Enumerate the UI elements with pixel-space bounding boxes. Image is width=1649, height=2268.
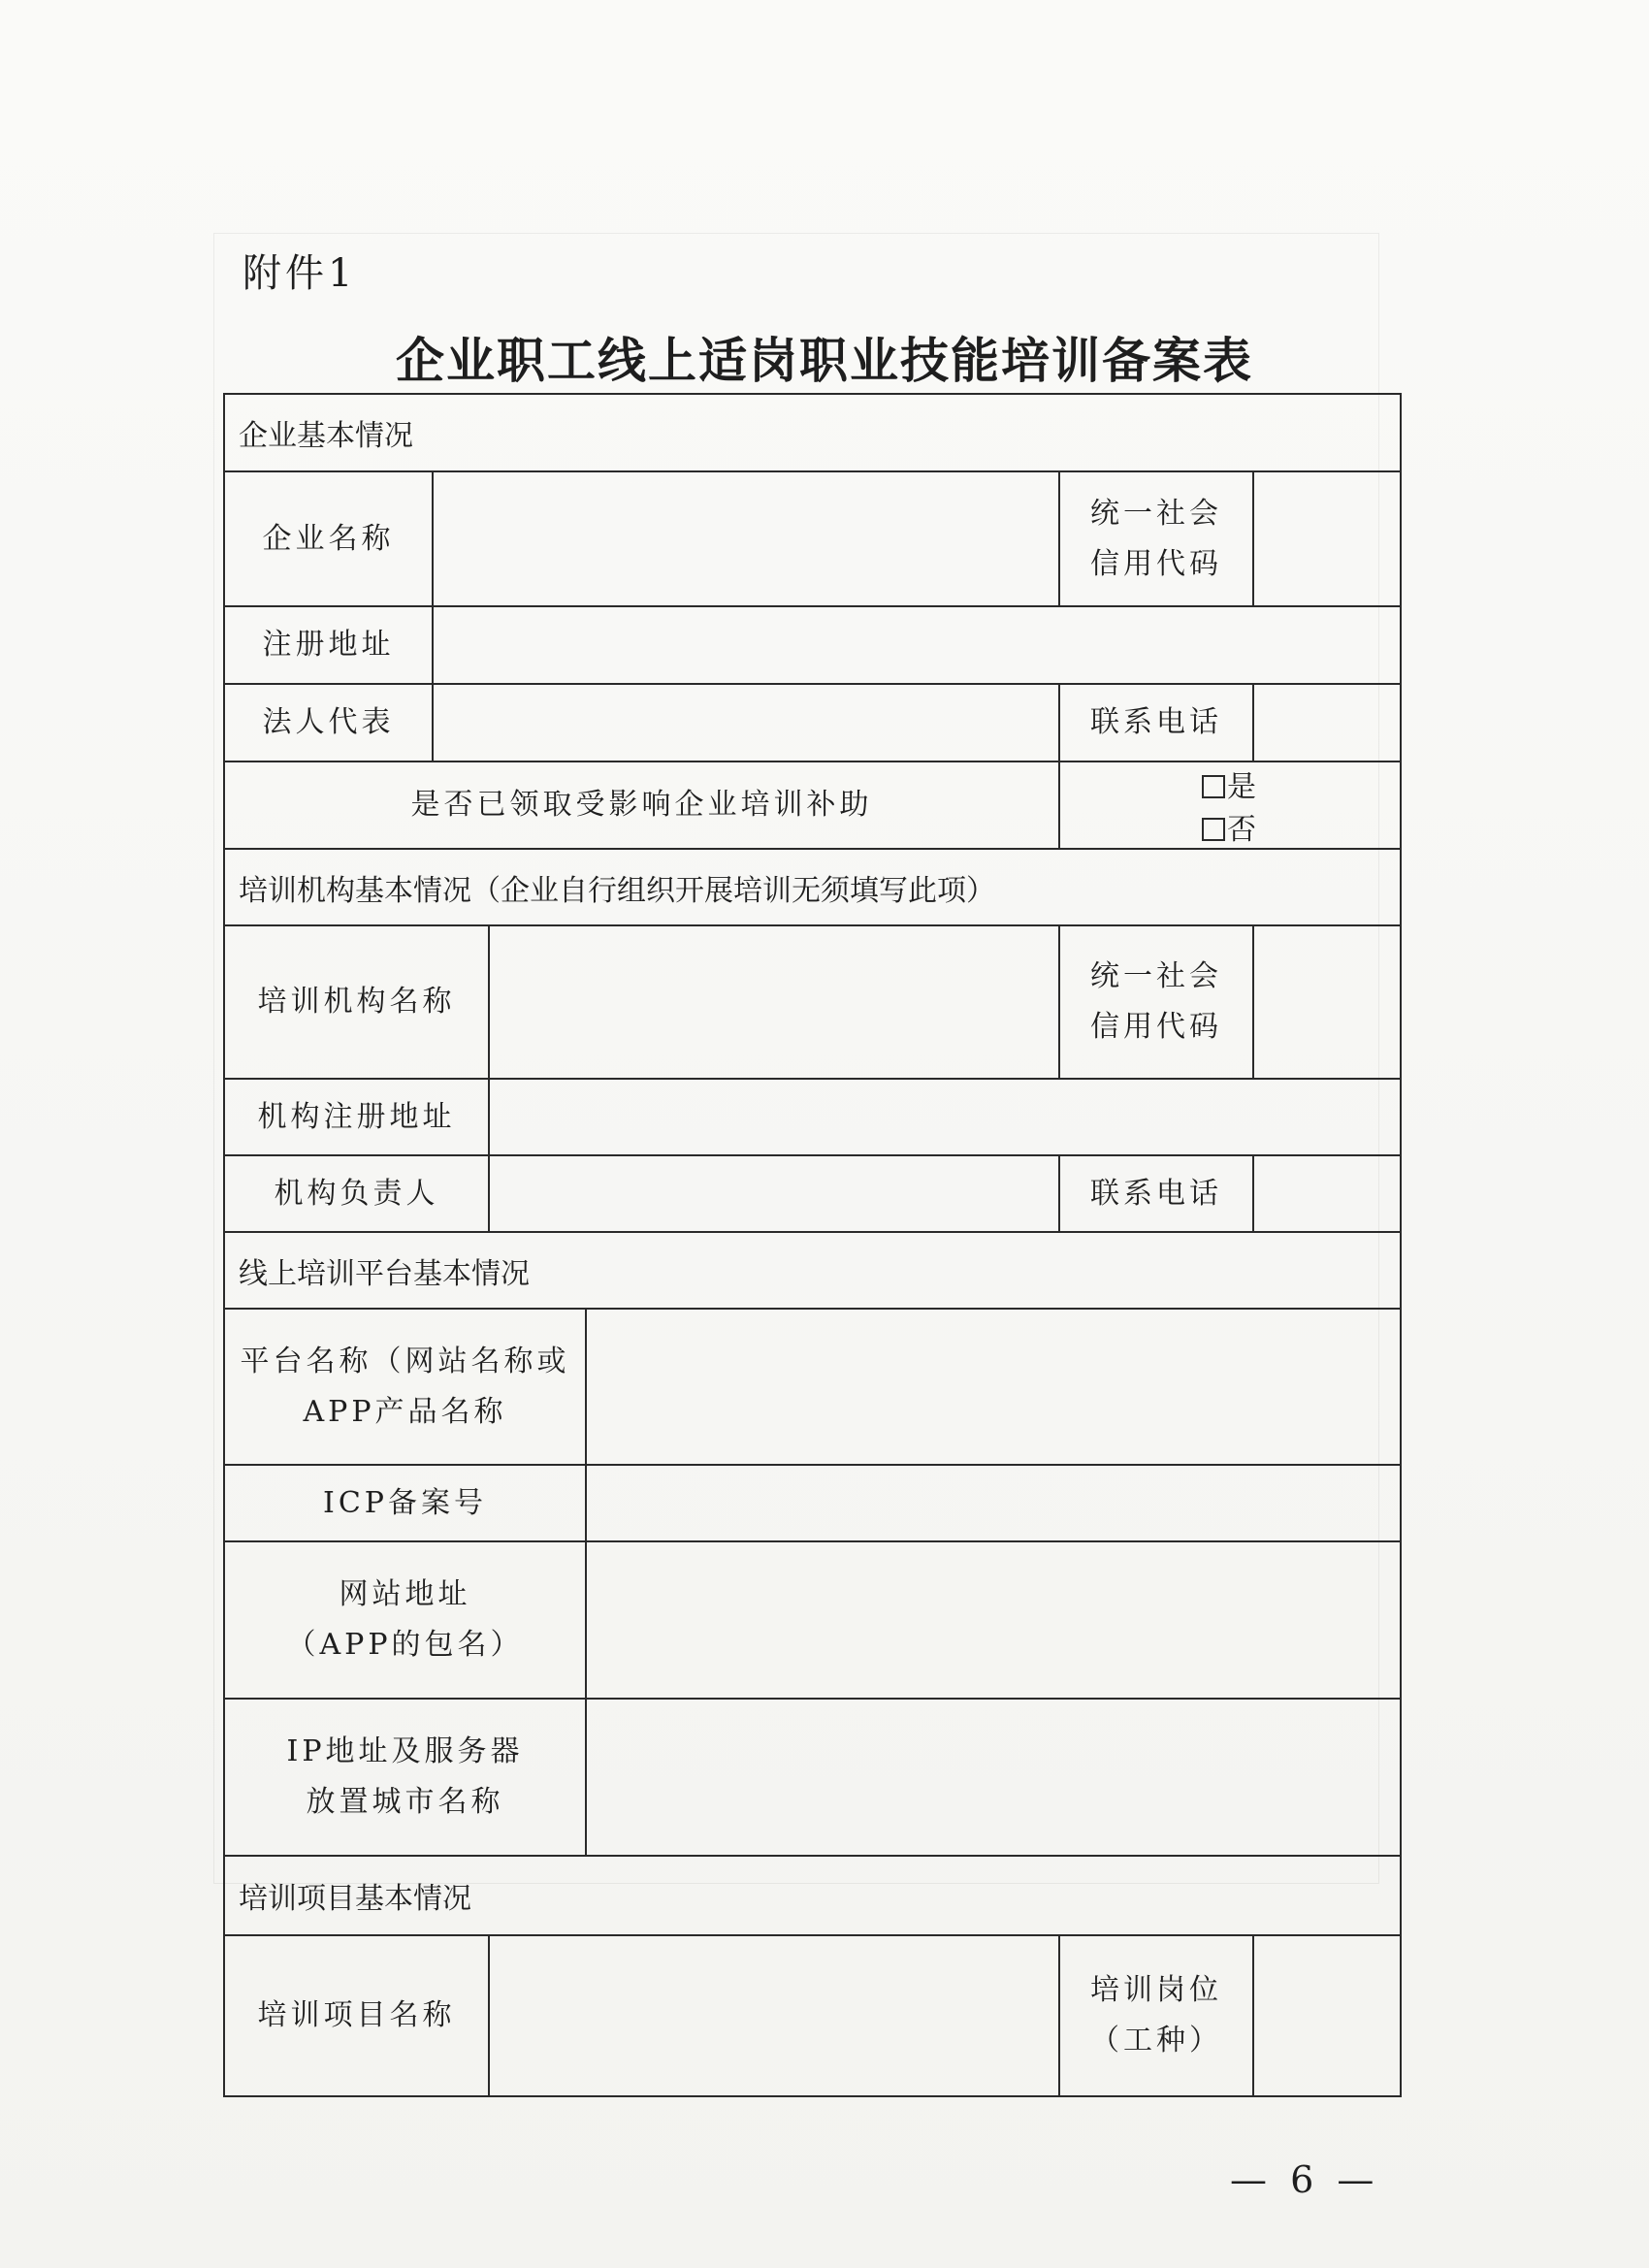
training-position-label: [1059, 1935, 1253, 2096]
institution-phone-field[interactable]: [1253, 1155, 1401, 1232]
credit-code-label-line2: 信用代码: [1090, 1010, 1222, 1044]
checkbox-icon[interactable]: [1202, 818, 1225, 841]
institution-head-label: 机构负责人: [224, 1155, 489, 1232]
platform-name-field[interactable]: [586, 1309, 1401, 1465]
enterprise-credit-code-field[interactable]: [1253, 471, 1401, 606]
subsidy-yes-option[interactable]: [1202, 762, 1258, 805]
enterprise-address-label: 注册地址: [224, 606, 433, 684]
subsidy-question-label: 是否已领取受影响企业培训补助: [224, 761, 1059, 849]
icp-record-label: ICP备案号: [224, 1465, 586, 1541]
enterprise-name-field[interactable]: [433, 471, 1059, 606]
option-yes-label: 是: [1227, 770, 1259, 804]
enterprise-credit-code-label: [1059, 471, 1253, 606]
institution-head-field[interactable]: [489, 1155, 1059, 1232]
enterprise-address-field[interactable]: [433, 606, 1401, 684]
website-url-label: [224, 1541, 586, 1699]
enterprise-phone-label: 联系电话: [1059, 684, 1253, 761]
legal-representative-label: 法人代表: [224, 684, 433, 761]
server-ip-label-line1: IP地址及服务器: [286, 1734, 524, 1768]
platform-name-label-line2: APP产品名称: [303, 1394, 507, 1429]
website-url-label-line1: 网站地址: [339, 1577, 471, 1611]
credit-code-label-line1: 统一社会: [1090, 496, 1222, 531]
section-institution-header: 培训机构基本情况（企业自行组织开展培训无须填写此项）: [224, 849, 1401, 925]
registration-form-table: [223, 393, 1402, 2097]
checkbox-icon[interactable]: [1202, 775, 1225, 798]
attachment-label: 附件1: [242, 251, 357, 296]
credit-code-label-line2: 信用代码: [1090, 546, 1222, 581]
website-url-field[interactable]: [586, 1541, 1401, 1699]
platform-name-label-line1: 平台名称（网站名称或: [240, 1344, 570, 1378]
form-title: 企业职工线上适岗职业技能培训备案表: [396, 332, 1253, 389]
website-url-label-line2: （APP的包名）: [286, 1628, 524, 1662]
institution-address-label: 机构注册地址: [224, 1079, 489, 1155]
section-platform-header: 线上培训平台基本情况: [224, 1232, 1401, 1309]
training-position-label-line2: （工种）: [1090, 2024, 1222, 2057]
credit-code-label-line1: 统一社会: [1090, 959, 1222, 993]
icp-record-field[interactable]: [586, 1465, 1401, 1541]
server-ip-label: [224, 1699, 586, 1856]
institution-credit-code-field[interactable]: [1253, 925, 1401, 1079]
project-name-field[interactable]: [489, 1935, 1059, 2096]
institution-phone-label: 联系电话: [1059, 1155, 1253, 1232]
project-name-label: 培训项目名称: [224, 1935, 489, 2096]
subsidy-options: [1059, 761, 1401, 849]
subsidy-no-option[interactable]: [1202, 805, 1258, 848]
institution-name-label: 培训机构名称: [224, 925, 489, 1079]
platform-name-label: [224, 1309, 586, 1465]
page-number: — 6 —: [1230, 2158, 1380, 2201]
training-position-label-line1: 培训岗位: [1090, 1973, 1222, 2007]
institution-address-field[interactable]: [489, 1079, 1401, 1155]
institution-credit-code-label: [1059, 925, 1253, 1079]
server-ip-label-line2: 放置城市名称: [306, 1785, 504, 1819]
institution-name-field[interactable]: [489, 925, 1059, 1079]
section-enterprise-header: 企业基本情况: [224, 394, 1401, 471]
server-ip-field[interactable]: [586, 1699, 1401, 1856]
legal-representative-field[interactable]: [433, 684, 1059, 761]
training-position-field[interactable]: [1253, 1935, 1401, 2096]
option-no-label: 否: [1227, 813, 1259, 847]
section-project-header: 培训项目基本情况: [224, 1856, 1401, 1935]
enterprise-name-label: 企业名称: [224, 471, 433, 606]
enterprise-phone-field[interactable]: [1253, 684, 1401, 761]
